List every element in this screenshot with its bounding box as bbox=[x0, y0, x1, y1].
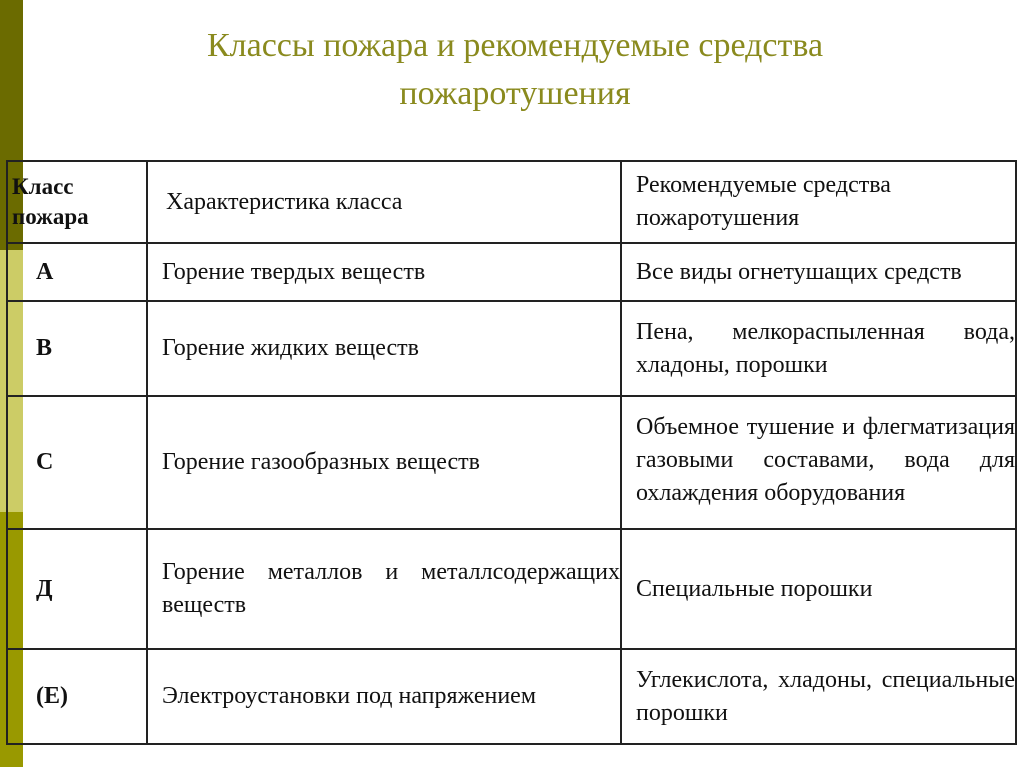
row-recommended: Все виды огнетушащих средств bbox=[621, 243, 1016, 301]
table-row bbox=[7, 649, 1016, 744]
row-characteristic: Горение жидких веществ bbox=[147, 301, 621, 396]
header-recommended: Рекомендуемые средства пожаротушения bbox=[621, 161, 1016, 243]
row-recommended: Специальные порошки bbox=[621, 529, 1016, 649]
row-characteristic: Горение твердых веществ bbox=[147, 243, 621, 301]
row-characteristic: Горение газообразных веществ bbox=[147, 396, 621, 529]
row-class: В bbox=[7, 301, 147, 396]
fire-classes-table bbox=[6, 160, 1017, 745]
header-characteristic: Характеристика класса bbox=[147, 161, 621, 243]
slide-title-line-2: пожаротушения bbox=[399, 75, 631, 112]
header-class: Класс пожара bbox=[7, 161, 147, 243]
row-recommended: Объемное тушение и флегматизация газовыми составами, вода для охлаждения оборудования bbox=[621, 396, 1016, 529]
slide-title bbox=[130, 22, 900, 118]
row-characteristic: Электроустановки под напряжением bbox=[147, 649, 621, 744]
table-row bbox=[7, 396, 1016, 529]
row-recommended: Пена, мелкораспыленная вода, хладоны, порошки bbox=[621, 301, 1016, 396]
row-characteristic: Горение металлов и металлсодержащих веществ bbox=[147, 529, 621, 649]
row-class: Д bbox=[7, 529, 147, 649]
table-header-row bbox=[7, 161, 1016, 243]
row-class: (Е) bbox=[7, 649, 147, 744]
table-row bbox=[7, 243, 1016, 301]
row-class: А bbox=[7, 243, 147, 301]
row-recommended: Углекислота, хладоны, специальные порошки bbox=[621, 649, 1016, 744]
table-row bbox=[7, 529, 1016, 649]
slide-title-line-1: Классы пожара и рекомендуемые средства bbox=[206, 27, 824, 64]
row-class: С bbox=[7, 396, 147, 529]
table-row bbox=[7, 301, 1016, 396]
